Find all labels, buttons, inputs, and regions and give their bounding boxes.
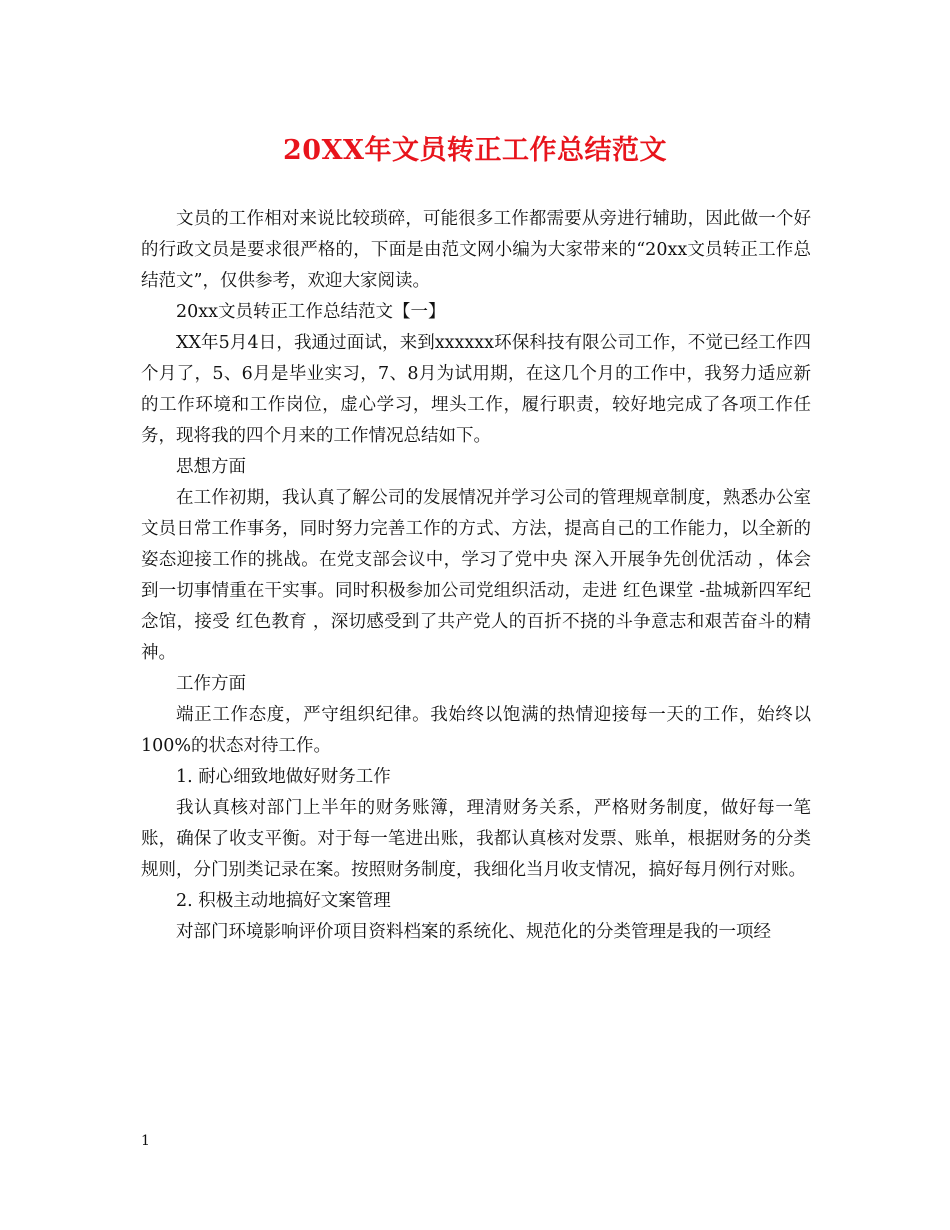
section-heading-sample-one: 20xx文员转正工作总结范文【一】 bbox=[176, 302, 446, 322]
section-heading-thought: 思想方面 bbox=[176, 457, 246, 477]
subheading-documents: 2. 积极主动地搞好文案管理 bbox=[176, 891, 391, 911]
paragraph-documents: 对部门环境影响评价项目资料档案的系统化、规范化的分类管理是我的一项经 bbox=[176, 922, 771, 942]
paragraph-finance: 我认真核对部门上半年的财务账簿，理清财务关系，严格财务制度，做好每一笔账，确保了收支平衡。对于每一笔进出账，我都认真核对发票、账单，根据财务的分类规则，分门别类记录在案。按照财务制度，我细化当月收支情况，搞好每月例行对账。 bbox=[141, 798, 811, 880]
paragraph-overview: XX年5月4日，我通过面试，来到xxxxxx环保科技有限公司工作，不觉已经工作四个月了，5、6月是毕业实习，7、8月为试用期，在这几个月的工作中，我努力适应新的工作环境和工作岗位，虚心学习，埋头工作，履行职责，较好地完成了各项工作任务，现将我的四个月来的工作情况总结如下。 bbox=[141, 333, 811, 446]
paragraph-work-attitude: 端正工作态度，严守组织纪律。我始终以饱满的热情迎接每一天的工作，始终以100%的状态对待工作。 bbox=[141, 705, 811, 756]
subheading-finance: 1. 耐心细致地做好财务工作 bbox=[176, 767, 391, 787]
section-heading-work: 工作方面 bbox=[176, 674, 246, 694]
page-number: 1 bbox=[141, 1133, 150, 1149]
paragraph-intro: 文员的工作相对来说比较琐碎，可能很多工作都需要从旁进行辅助，因此做一个好的行政文员是要求很严格的，下面是由范文网小编为大家带来的“20xx文员转正工作总结范文”，仅供参考，欢迎大家阅读。 bbox=[141, 209, 811, 291]
paragraph-thought: 在工作初期，我认真了解公司的发展情况并学习公司的管理规章制度，熟悉办公室文员日常工作事务，同时努力完善工作的方式、方法，提高自己的工作能力，以全新的姿态迎接工作的挑战。在党支部会议中，学习了党中央 深入开展争先创优活动 ，体会到一切事情重在干实事。同时积极参加公司党组织活动，走进 红色课堂 -盐城新四军纪念馆，接受 红色教育 ，深切感受到了共产党人的百折不挠的斗争意志和艰苦奋斗的精神。 bbox=[141, 488, 811, 663]
document-title: 20XX年文员转正工作总结范文 bbox=[283, 135, 667, 166]
document-body bbox=[141, 204, 811, 948]
